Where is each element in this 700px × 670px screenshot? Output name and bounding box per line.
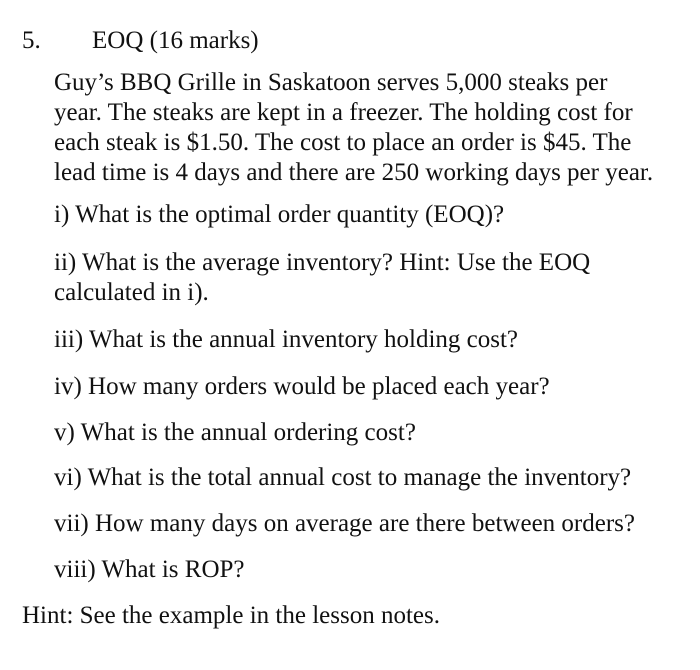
subquestion-text: i) What is the optimal order quantity (EOQ)?	[54, 201, 505, 228]
subquestion-iii	[54, 325, 518, 355]
subquestion-text: calculated in i).	[54, 279, 209, 306]
question-heading	[22, 26, 259, 56]
subquestion-viii	[54, 555, 245, 585]
subquestion-i	[54, 200, 504, 230]
subquestion-text: vii) How many days on average are there between orders?	[54, 510, 635, 537]
subquestion-text: ii) What is the average inventory? Hint: Use the EOQ	[54, 249, 591, 276]
problem-statement	[54, 68, 679, 188]
subquestion-iv	[54, 372, 550, 402]
subquestion-text: iv) How many orders would be placed each year?	[54, 373, 550, 400]
subquestion-text: viii) What is ROP?	[54, 556, 245, 583]
subquestion-vi	[54, 463, 631, 493]
question-number: 5.	[22, 27, 41, 54]
subquestion-ii	[54, 248, 590, 308]
subquestion-text: v) What is the annual ordering cost?	[54, 419, 416, 446]
question-title: EOQ (16 marks)	[92, 27, 259, 54]
subquestion-text: iii) What is the annual inventory holding cost?	[54, 326, 519, 353]
hint-text: Hint: See the example in the lesson notes.	[22, 602, 440, 629]
problem-line: lead time is 4 days and there are 250 working days per year.	[54, 159, 654, 186]
subquestion-text: vi) What is the total annual cost to manage the inventory?	[54, 464, 632, 491]
problem-line: each steak is $1.50. The cost to place an order is $45. The	[54, 129, 632, 156]
subquestion-vii	[54, 509, 635, 539]
subquestion-v	[54, 418, 416, 448]
problem-line: year. The steaks are kept in a freezer. The holding cost for	[54, 99, 633, 126]
problem-line: Guy’s BBQ Grille in Saskatoon serves 5,000 steaks per	[54, 69, 608, 96]
